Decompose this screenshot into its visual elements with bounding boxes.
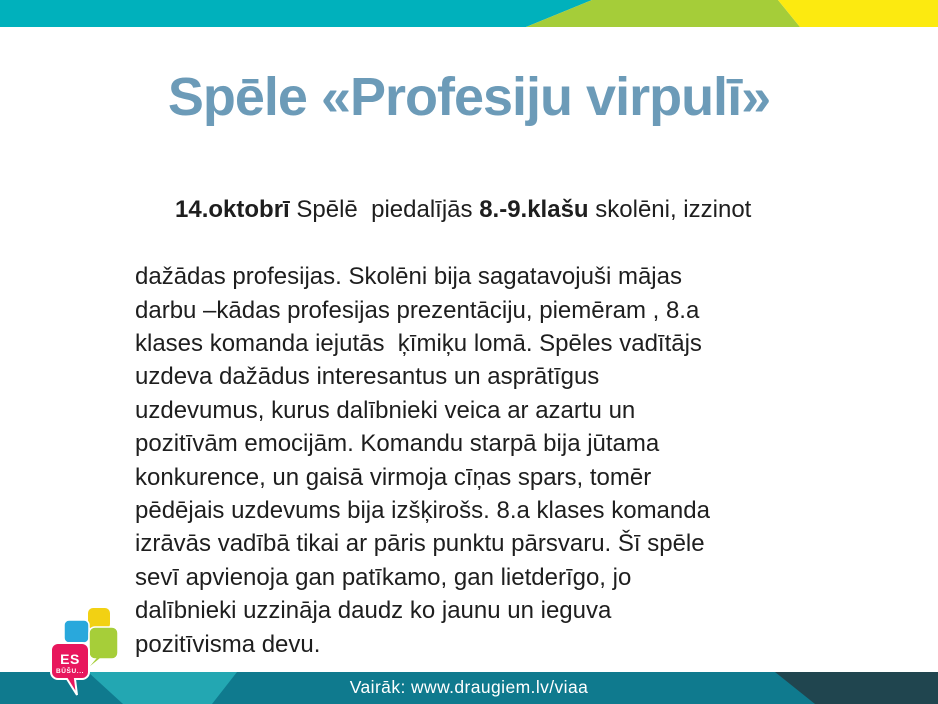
body-text-span: skolēni, izzinot xyxy=(588,196,752,224)
body-line: darbu –kādas profesijas prezentāciju, piemēram , 8.a xyxy=(135,296,700,324)
body-text-span: Spēlē piedalījās xyxy=(289,196,480,224)
top-bar-yellow-shape xyxy=(778,0,938,27)
logo-yellow-bubble-icon xyxy=(88,608,110,629)
body-line: konkurence, un gaisā virmoja cīņas spars, tomēr xyxy=(135,463,652,491)
body-line: dalībnieki uzzināja daudz ko jaunu un ieguva xyxy=(135,597,612,625)
body-line xyxy=(135,160,875,260)
logo-es-text: ES xyxy=(60,651,80,667)
body-lines xyxy=(135,260,875,661)
body-line: pēdējais uzdevums bija izšķirošs. 8.a klases komanda xyxy=(135,497,710,525)
footer-more-text: Vairāk: www.draugiem.lv/viaa xyxy=(349,677,589,697)
body-paragraph xyxy=(135,160,875,661)
body-bold-classes: 8.-9.klašu xyxy=(479,196,589,224)
body-line: klases komanda iejutās ķīmiķu lomā. Spēles vadītājs xyxy=(135,330,702,358)
body-line: dažādas profesijas. Skolēni bija sagatavojuši mājas xyxy=(135,263,682,291)
es-busu-logo xyxy=(48,604,123,704)
top-bar xyxy=(0,0,938,27)
logo-busu-text: BŪŠU... xyxy=(55,668,85,675)
body-line: pozitīvisma devu. xyxy=(135,630,321,658)
body-line: izrāvās vadībā tikai ar pāris punktu pārsvaru. Šī spēle xyxy=(135,530,705,558)
top-bar-teal-shape xyxy=(0,0,592,27)
body-line: sevī apvienoja gan patīkamo, gan lietderīgo, jo xyxy=(135,563,632,591)
body-line: uzdeva dažādus interesantus un asprātīgus xyxy=(135,363,600,391)
body-line: pozitīvām emocijām. Komandu starpā bija jūtama xyxy=(135,430,660,458)
body-line: uzdevumus, kurus dalībnieki veica ar azartu un xyxy=(135,396,636,424)
body-bold-date: 14.oktobrī xyxy=(175,196,290,224)
slide-title: Spēle «Profesiju virpulī» xyxy=(167,67,771,127)
logo-blue-bubble-icon xyxy=(64,620,89,643)
